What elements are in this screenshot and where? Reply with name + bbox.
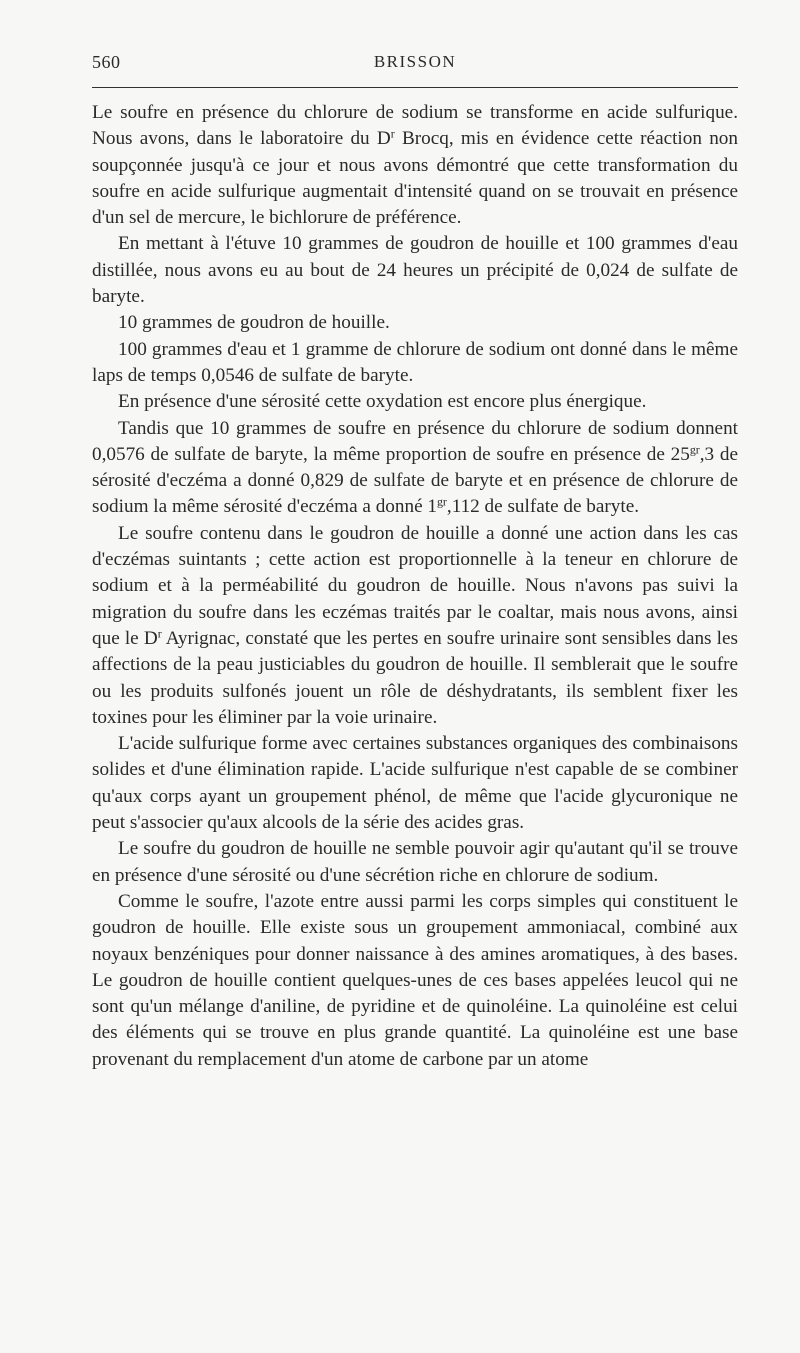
paragraph bbox=[92, 389, 738, 415]
superscript: gr bbox=[689, 442, 700, 457]
page-header bbox=[92, 52, 738, 78]
text-run: Le soufre du goudron de houille ne semble pouvoir agir qu'autant qu'il se trouve en présence d'une sérosité ou d'une sécrétion riche en chlorure de sodium. bbox=[92, 838, 738, 886]
text-run: En mettant à l'étuve 10 grammes de goudron de houille et 100 grammes d'eau distillée, nous avons eu au bout de 24 heures un précipité de 0,024 de sulfate de baryte. bbox=[92, 233, 738, 308]
superscript: gr bbox=[436, 494, 447, 509]
paragraph bbox=[92, 889, 738, 1073]
text-run: Comme le soufre, l'azote entre aussi parmi les corps simples qui constituent le goudron de houille. Elle existe sous un groupement ammoniacal, combiné aux noyaux benzéniques pour donner naissance à des amines aromatiques, à des bases. Le goudron de houille contient quelques-unes de ces bases appelées leucol qui ne sont qu'un mélange d'aniline, de pyridine et de quinoléine. La quinoléine est celui des éléments qui se trouve en plus grande quantité. La quinoléine est une base provenant du remplacement d'un atome de carbone par un atome bbox=[92, 890, 738, 1070]
superscript: r bbox=[390, 126, 395, 141]
running-title: BRISSON bbox=[373, 52, 457, 71]
text-run: ,112 de sulfate de baryte. bbox=[446, 496, 640, 518]
text-run: Ayrignac, constaté que les pertes en soufre urinaire sont sensibles dans les affections de la peau justiciables du goudron de houille. Il semblerait que le soufre ou les produits sulfonés jouent un rôle de déshydratants, ils semblent fixer les toxines pour les éliminer par la voie urinaire. bbox=[92, 627, 738, 728]
text-run: Le soufre en présence du chlorure de sodium se transforme en acide sulfurique. Nous avons, dans le laboratoire du D bbox=[92, 102, 738, 150]
text-run: 100 grammes d'eau et 1 gramme de chlorure de sodium ont donné dans le même laps de temps 0,0546 de sulfate de baryte. bbox=[92, 338, 738, 386]
header-rule bbox=[92, 87, 738, 88]
body-text bbox=[92, 100, 738, 1073]
superscript: r bbox=[157, 626, 162, 641]
text-run: L'acide sulfurique forme avec certaines substances organiques des combinaisons solides et d'une élimination rapide. L'acide sulfurique n'est capable de se combiner qu'aux corps ayant un groupement phénol, de même que l'acide glycuronique ne peut s'associer qu'aux alcools de la série des acides gras. bbox=[92, 733, 738, 834]
text-run: Le soufre contenu dans le goudron de houille a donné une action dans les cas d'eczémas suintants ; cette action est proportionnelle à la teneur en chlorure de sodium et à la perméabilité du goudron de houille. Nous n'avons pas suivi la migration du soufre dans les eczémas traités par le coaltar, mais nous avons, ainsi que le D bbox=[92, 522, 738, 649]
paragraph bbox=[92, 836, 738, 889]
paragraph bbox=[92, 521, 738, 731]
paragraph bbox=[92, 337, 738, 390]
text-run: Brocq, mis en évidence cette réaction non soupçonnée jusqu'à ce jour et nous avons démontré que cette transformation du soufre en acide sulfurique augmentait d'intensité quand on se trouvait en présence d'un sel de mercure, le bichlorure de préférence. bbox=[92, 128, 738, 229]
paragraph bbox=[92, 416, 738, 521]
page-number: 560 bbox=[92, 52, 121, 72]
text-run: Tandis que 10 grammes de soufre en présence du chlorure de sodium donnent 0,0576 de sulfate de baryte, la même proportion de soufre en présence de 25 bbox=[92, 417, 738, 465]
text-run: En présence d'une sérosité cette oxydation est encore plus énergique. bbox=[118, 391, 647, 413]
paragraph bbox=[92, 231, 738, 310]
paragraph bbox=[92, 731, 738, 836]
text-run: 10 grammes de goudron de houille. bbox=[118, 312, 390, 334]
paragraph bbox=[92, 100, 738, 231]
paragraph bbox=[92, 310, 738, 336]
text-run: ,3 de sérosité d'eczéma a donné 0,829 de sulfate de baryte et en présence de chlorure de sodium la même sérosité d'eczéma a donné 1 bbox=[92, 443, 738, 518]
